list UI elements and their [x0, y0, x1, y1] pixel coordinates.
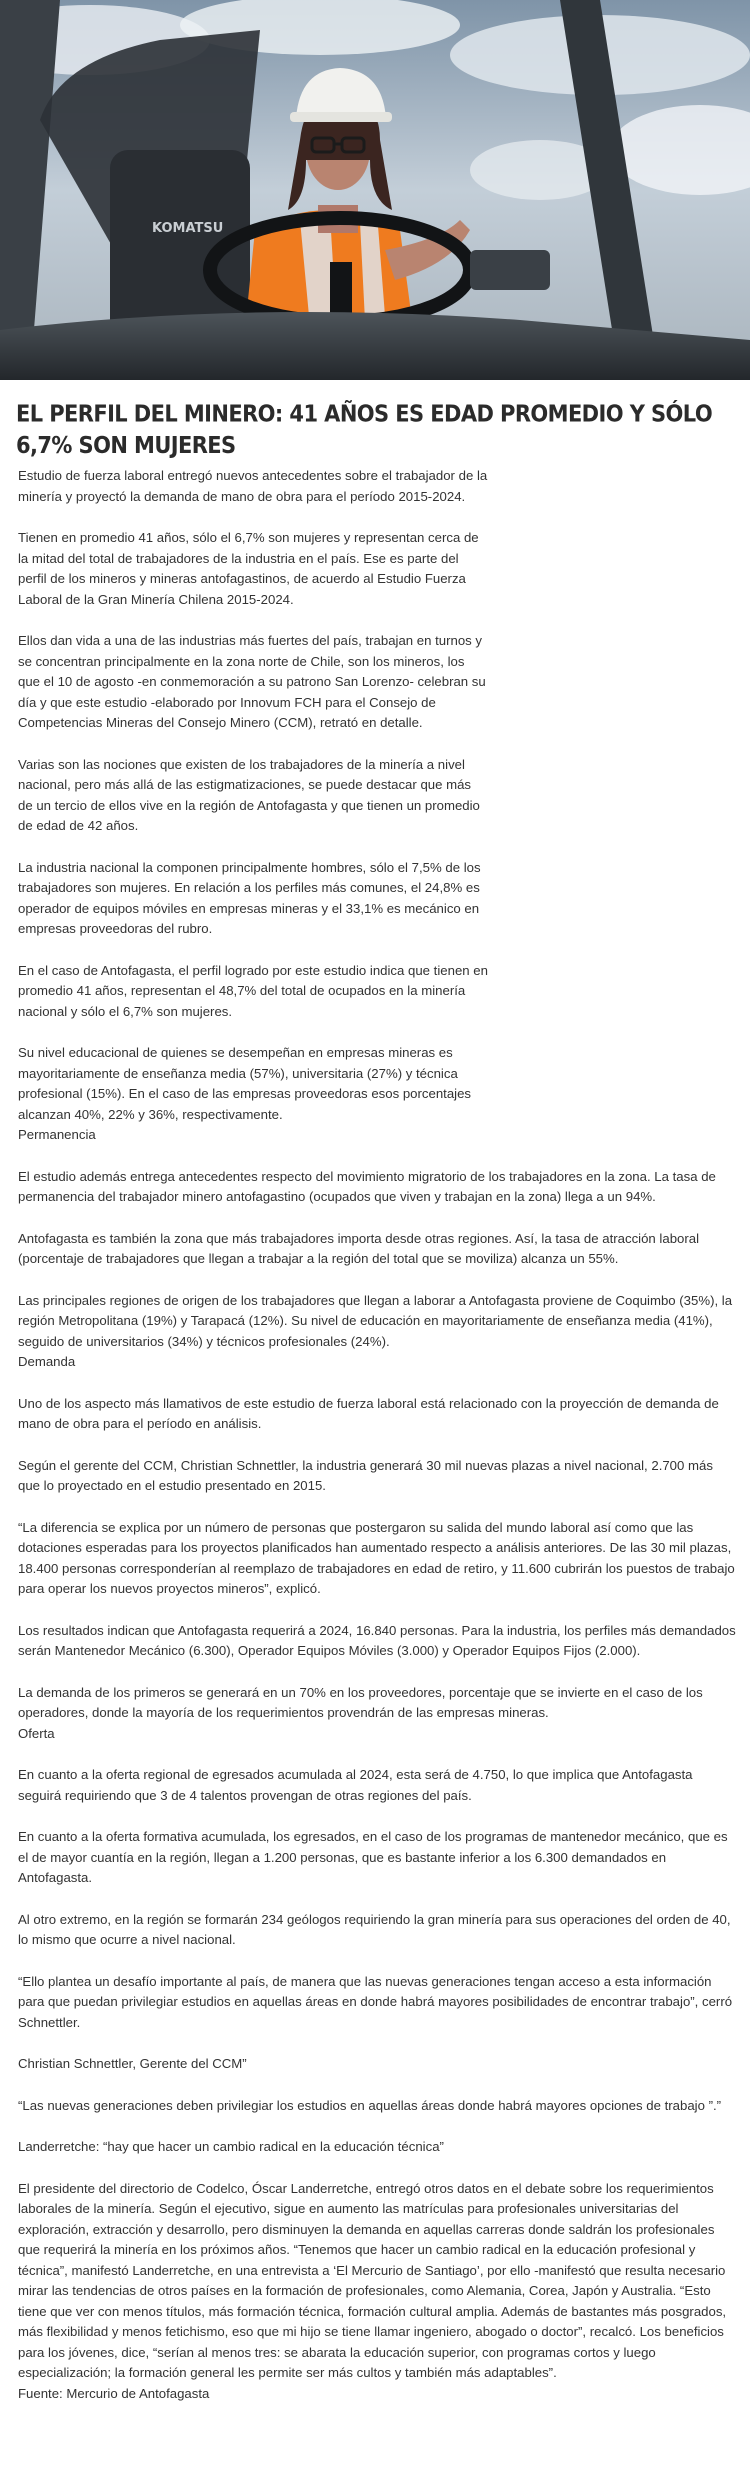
article-paragraph: Tienen en promedio 41 años, sólo el 6,7% son mujeres y representan cerca de la mitad del total de trabajadores de la industria en el país. Ese es parte del perfil de los mineros y mineras antofagastinos, de acuerdo al Estudio Fuerza Laboral de la Gran Minería Chilena 2015-2024. [18, 530, 479, 607]
quote-attribution: Christian Schnettler, Gerente del CCM” [18, 2056, 247, 2071]
subhead-demanda: Demanda [18, 1354, 76, 1369]
article-paragraph: Antofagasta es también la zona que más trabajadores importa desde otras regiones. Así, la tasa de atracción laboral (porcentaje de trabajadores que llegan a trabajar a la región del total que se moviliza) alcanza un 55%. [18, 1230, 700, 1266]
article-paragraph: Varias son las nociones que existen de los trabajadores de la minería a nivel nacional, pero más allá de las estigmatizaciones, se puede destacar que más de un tercio de ellos vive en la región de Antofagasta y que tienen un promedio de edad de 42 años. [18, 756, 480, 833]
article-paragraph: Uno de los aspecto más llamativos de este estudio de fuerza laboral está relacionado con la proyección de demanda de mano de obra para el período en análisis. [18, 1395, 719, 1431]
article-paragraph: El presidente del directorio de Codelco, Óscar Landerretche, entregó otros datos en el debate sobre los requerimientos laborales de la minería. Según el ejecutivo, sigue en aumento las matrículas para profesionales universitarias del exploración, extracción y desarrollo, pero disminuyen la demanda en aquellas carreras donde saldrán los profesionales que requerirá la minería en los próximos años. “Tenemos que hacer un cambio radical en la educación profesional y técnica”, manifestó Landerretche, en una entrevista a ‘El Mercurio de Santiago’, por ello -manifestó que resulta necesario mirar las tendencias de otros países en la formación de profesionales, como Alemania, Corea, Japón y Australia. “Esto tiene que ver con menos títulos, más formación técnica, formación cultural amplia. Además de bastantes más posgrados, más flexibilidad y menos fetichismo, eso que mi hijo se tiene llamar ingeniero, abogado o doctor”, recalcó. Los beneficios para los jóvenes, dice, “serían al menos tres: se abarata la educación superior, con programas cortos y luego especialización; la formación general les permite ser más cultos y también más adaptables”. [18, 2180, 727, 2380]
article-paragraph: La industria nacional la componen principalmente hombres, sólo el 7,5% de los trabajadores son mujeres. En relación a los perfiles más comunes, el 24,8% es operador de equipos móviles en empresas mineras y el 33,1% es mecánico en empresas proveedoras del rubro. [18, 859, 481, 936]
article-paragraph: Su nivel educacional de quienes se desempeñan en empresas mineras es mayoritariamente de enseñanza media (57%), universitaria (27%) y técnica profesional (15%). En el caso de las empresas proveedoras esos porcentajes alcanzan 40%, 22% y 36%, respectivamente. [18, 1045, 472, 1122]
article-paragraph: El estudio además entrega antecedentes respecto del movimiento migratorio de los trabajadores en la zona. La tasa de permanencia del trabajador minero antofagastino (ocupados que viven y trabajan en la zona) llega a un 94%. [18, 1168, 716, 1204]
article-paragraph: Las principales regiones de origen de los trabajadores que llegan a laborar a Antofagasta proviene de Coquimbo (35%), la región Metropolitana (19%) y Tarapacá (12%). Su nivel de educación en mayoritariamente de enseñanza media (41%), seguido de universitarios (34%) y técnicos profesionales (24%). [18, 1292, 733, 1349]
article-paragraph: En cuanto a la oferta formativa acumulada, los egresados, en el caso de los programas de mantenedor mecánico, que es el de mayor cuantía en la región, llegan a 1.200 personas, que es bastante inferior a los 6.300 demandados en Antofagasta. [18, 1829, 728, 1885]
subhead-permanencia: Permanencia [18, 1127, 96, 1142]
section-heading-landerretche: Landerretche: “hay que hacer un cambio radical en la educación técnica” [18, 2139, 444, 2154]
article-paragraph: Los resultados indican que Antofagasta requerirá a 2024, 16.840 personas. Para la industria, los perfiles más demandados serán Mantenedor Mecánico (6.300), Operador Equipos Móviles (3.000) y Operador Equipos Fijos (2.000). [18, 1622, 736, 1658]
article-paragraph: Ellos dan vida a una de las industrias más fuertes del país, trabajan en turnos y se concentran principalmente en la zona norte de Chile, son los mineros, los que el 10 de agosto -en conmemoración a su patrono San Lorenzo- celebran su día y que este estudio -elaborado por Innovum FCH para el Consejo de Competencias Mineras del Consejo Minero (CCM), retrató en detalle. [18, 633, 486, 730]
article-quote: “Ello plantea un desafío importante al país, de manera que las nuevas generaciones tengan acceso a esta información para que puedan privilegiar estudios en aquellas áreas en donde habrá mayores posibilidades de encontrar trabajo”, cerró Schnettler. [18, 1973, 733, 2030]
article-source: Fuente: Mercurio de Antofagasta [18, 2385, 210, 2401]
subhead-oferta: Oferta [18, 1725, 55, 1741]
hero-illustration [0, 0, 750, 380]
article-body [0, 466, 750, 2404]
article-quote: “La diferencia se explica por un número de personas que postergaron su salida del mundo laboral así como que las dotaciones esperadas para los proyectos planificados han aumentado respecto a análisis anteriores. De las 30 mil plazas, 18.400 personas corresponderían al reemplazo de trabajadores en edad de retiro, y 11.600 cubrirán los puestos de trabajo para operar los nuevos proyectos mineros”, explicó. [18, 1519, 735, 1596]
article-paragraph: Según el gerente del CCM, Christian Schnettler, la industria generará 30 mil nuevas plazas a nivel nacional, 2.700 más que lo proyectado en el estudio presentado en 2015. [18, 1457, 713, 1493]
hero-image [0, 0, 750, 380]
article-paragraph: La demanda de los primeros se generará en un 70% en los proveedores, porcentaje que se invierte en el caso de los operadores, donde la mayoría de los requerimientos provendrán de las empresas mineras. [18, 1684, 703, 1720]
article-paragraph: En cuanto a la oferta regional de egresados acumulada al 2024, esta será de 4.750, lo que implica que Antofagasta seguirá requiriendo que 3 de 4 talentos provengan de otras regiones del país. [18, 1767, 693, 1803]
article-title: EL PERFIL DEL MINERO: 41 AÑOS ES EDAD PROMEDIO Y SÓLO 6,7% SON MUJERES [16, 400, 713, 459]
article-paragraph: Al otro extremo, en la región se formarán 234 geólogos requiriendo la gran minería para sus operaciones del orden de 40, lo mismo que ocurre a nivel nacional. [18, 1911, 731, 1947]
truck-brand-label: KOMATSU [152, 221, 224, 236]
pull-quote: “Las nuevas generaciones deben privilegiar los estudios en aquellas áreas donde habrá mayores opciones de trabajo ”.” [18, 2097, 722, 2113]
article-lead: Estudio de fuerza laboral entregó nuevos antecedentes sobre el trabajador de la minería y proyectó la demanda de mano de obra para el período 2015-2024. [18, 468, 488, 504]
article-paragraph: En el caso de Antofagasta, el perfil logrado por este estudio indica que tienen en promedio 41 años, representan el 48,7% del total de ocupados en la minería nacional y sólo el 6,7% son mujeres. [18, 962, 488, 1019]
